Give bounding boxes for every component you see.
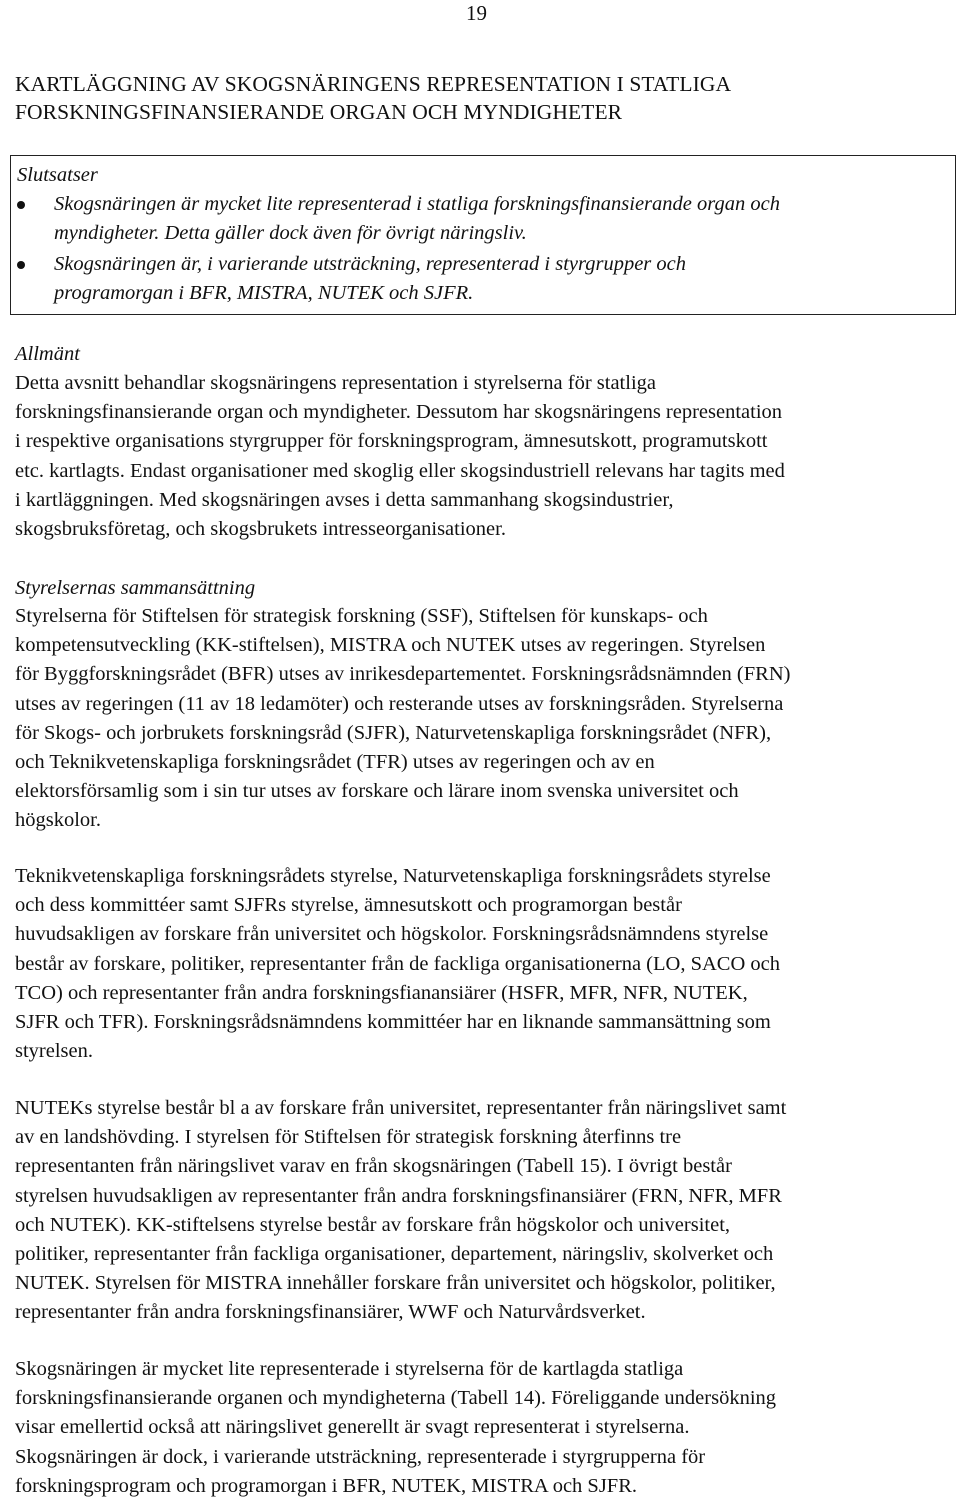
bullet-line: programorgan i BFR, MISTRA, NUTEK och SJFR. bbox=[54, 282, 474, 304]
text-line: politiker, representanter från fackliga organisationer, departement, näringsliv, skolverket och bbox=[15, 1243, 774, 1266]
text-line: etc. kartlagts. Endast organisationer med skoglig eller skogsindustriell relevans har tagits med bbox=[15, 459, 785, 482]
text-line: styrelsen. bbox=[15, 1040, 93, 1063]
text-line: Detta avsnitt behandlar skogsnäringens representation i styrelserna för statliga bbox=[15, 372, 656, 394]
text-line: i kartläggningen. Med skogsnäringen avses i detta sammanhang skogsindustrier, bbox=[15, 488, 674, 511]
text-line: forskningsfinansierande organen och myndigheterna (Tabell 14). Föreliggande undersökning bbox=[15, 1387, 777, 1410]
text-line: styrelsen huvudsakligen av representanter från andra forskningsfinansiärer (FRN, NFR, MFR bbox=[15, 1184, 782, 1207]
boards-paragraph-4 bbox=[15, 1355, 950, 1501]
conclusions-box bbox=[10, 155, 956, 315]
text-line: TCO) och representanter från andra forskningsfianansiärer (HSFR, MFR, NFR, NUTEK, bbox=[15, 981, 748, 1004]
text-line: för Skogs- och jorbrukets forskningsråd (SJFR), Naturvetenskapliga forskningsrådet (NFR), bbox=[15, 721, 772, 744]
text-line: och Teknikvetenskapliga forskningsrådet (TFR) utses av regeringen och av en bbox=[15, 751, 655, 774]
text-line: visar emellertid också att näringslivet generellt är svagt representerat i styrelserna. bbox=[15, 1416, 690, 1439]
text-line: för Byggforskningsrådet (BFR) utses av inrikesdepartementet. Forskningsrådsnämnden (FRN) bbox=[15, 663, 791, 686]
bullet-icon bbox=[17, 261, 25, 269]
text-line: skogsbruksföretag, och skogsbrukets intresseorganisationer. bbox=[15, 518, 506, 541]
text-line: NUTEK. Styrelsen för MISTRA innehåller forskare från universitet och högskolor, politiker, bbox=[15, 1272, 776, 1295]
boards-paragraph-3 bbox=[15, 1094, 950, 1328]
boards-paragraph-1 bbox=[15, 602, 950, 836]
text-line: och dess kommittéer samt SJFRs styrelse, ämnesutskott och programorgan består bbox=[15, 894, 682, 917]
document-title bbox=[15, 70, 945, 126]
text-line: består av forskare, politiker, representanter från de fackliga organisationerna (LO, SACO och bbox=[15, 952, 780, 975]
text-line: Skogsnäringen är mycket lite representerade i styrelserna för de kartlagda statliga bbox=[15, 1358, 684, 1380]
conclusions-heading: Slutsatser bbox=[17, 164, 98, 186]
text-line: Skogsnäringen är dock, i varierande utsträckning, representerade i styrgrupperna för bbox=[15, 1445, 706, 1468]
title-line: FORSKNINGSFINANSIERANDE ORGAN OCH MYNDIGHETER bbox=[15, 100, 623, 124]
text-line: huvudsakligen av forskare från universitet och högskolor. Forskningsrådsnämndens styrelse bbox=[15, 923, 769, 946]
boards-heading: Styrelsernas sammansättning bbox=[15, 577, 256, 599]
text-line: forskningsprogram och programorgan i BFR, NUTEK, MISTRA och SJFR. bbox=[15, 1474, 638, 1497]
text-line: utses av regeringen (11 av 18 ledamöter) och resterande utses av forskningsråden. Styrelserna bbox=[15, 692, 784, 715]
text-line: i respektive organisations styrgrupper för forskningsprogram, ämnesutskott, programutskott bbox=[15, 430, 768, 453]
page-number: 19 bbox=[466, 1, 487, 25]
bullet-line: Skogsnäringen är, i varierande utsträckning, representerad i styrgrupper och bbox=[54, 253, 687, 275]
conclusion-bullet bbox=[17, 250, 947, 308]
text-line: SJFR och TFR). Forskningsrådsnämndens kommittéer har en liknande sammansättning som bbox=[15, 1011, 771, 1034]
text-line: forskningsfinansierande organ och myndigheter. Dessutom har skogsnäringens representation bbox=[15, 401, 783, 424]
text-line: kompetensutveckling (KK-stiftelsen), MISTRA och NUTEK utses av regeringen. Styrelsen bbox=[15, 634, 766, 657]
bullet-line: myndigheter. Detta gäller dock även för övrigt näringsliv. bbox=[54, 222, 527, 244]
title-line: KARTLÄGGNING AV SKOGSNÄRINGENS REPRESENTATION I STATLIGA bbox=[15, 72, 732, 96]
bullet-line: Skogsnäringen är mycket lite representerad i statliga forskningsfinansierande organ och bbox=[54, 193, 780, 215]
text-line: av en landshövding. I styrelsen för Stiftelsen för strategisk forskning återfinns tre bbox=[15, 1126, 682, 1149]
conclusion-bullet bbox=[17, 190, 947, 248]
general-heading: Allmänt bbox=[15, 343, 80, 365]
text-line: Teknikvetenskapliga forskningsrådets styrelse, Naturvetenskapliga forskningsrådets styrelse bbox=[15, 865, 771, 887]
text-line: högskolor. bbox=[15, 809, 101, 832]
bullet-icon bbox=[17, 201, 25, 209]
text-line: Styrelserna för Stiftelsen för strategisk forskning (SSF), Stiftelsen för kunskaps- och bbox=[15, 605, 708, 627]
text-line: representanter från andra forskningsfinansiärer, WWF och Naturvårdsverket. bbox=[15, 1301, 646, 1324]
text-line: och NUTEK). KK-stiftelsens styrelse består av forskare från högskolor och universitet, bbox=[15, 1213, 731, 1236]
text-line: NUTEKs styrelse består bl a av forskare från universitet, representanter från näringslivet samt bbox=[15, 1097, 787, 1119]
text-line: representanten från näringslivet varav en från skogsnäringen (Tabell 15). I övrigt består bbox=[15, 1155, 732, 1178]
text-line: elektorsförsamlig som i sin tur utses av forskare och lärare inom svenska universitet och bbox=[15, 780, 739, 803]
general-paragraph bbox=[15, 369, 950, 544]
boards-paragraph-2 bbox=[15, 862, 950, 1066]
